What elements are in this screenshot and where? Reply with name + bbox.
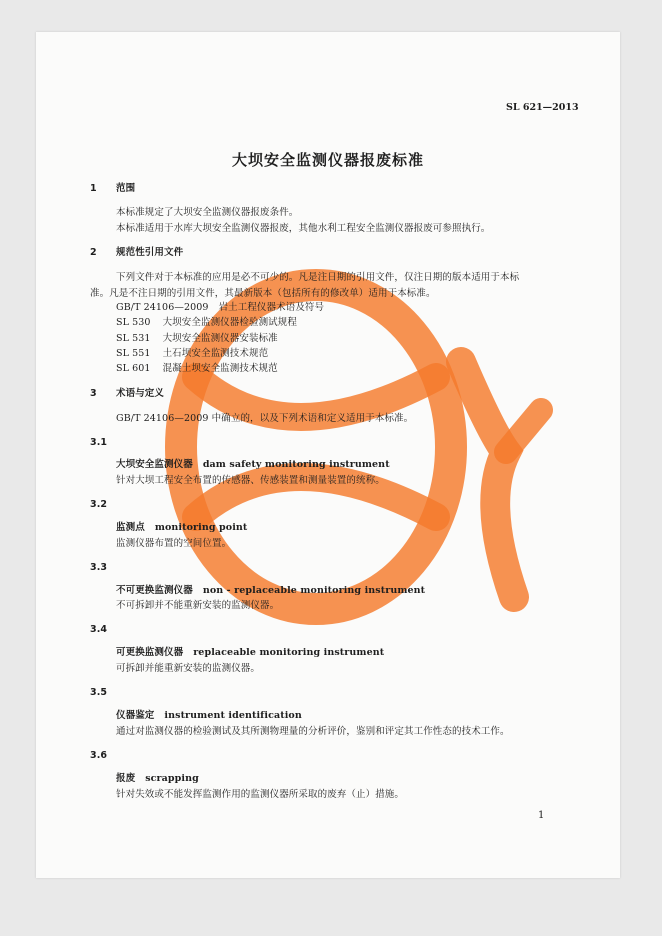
section-heading-1: 1 范围 — [90, 183, 136, 194]
section-heading-2: 2 规范性引用文件 — [90, 247, 184, 258]
reference-item: GB/T 24106—2009 岩土工程仪器术语及符号 — [116, 302, 325, 313]
normrefs-intro: 准。凡是不注日期的引用文件，其最新版本（包括所有的修改单）适用于本标准。 — [90, 288, 436, 299]
term-heading: 报废 scrapping — [116, 773, 199, 784]
term-definition: 可拆卸并能重新安装的监测仪器。 — [116, 663, 261, 674]
term-definition: 通过对监测仪器的检验测试及其所测物理量的分析评价，鉴别和评定其工作性态的技术工作。 — [116, 726, 510, 737]
reference-item: SL 530 大坝安全监测仪器检验测试规程 — [116, 317, 297, 328]
term-definition: 不可拆卸并不能重新安装的监测仪器。 — [116, 600, 280, 611]
term-number: 3.4 — [90, 624, 108, 635]
term-number: 3.1 — [90, 437, 108, 448]
term-heading: 不可更换监测仪器 non - replaceable monitoring instrument — [116, 585, 426, 596]
reference-item: SL 531 大坝安全监测仪器安装标准 — [116, 333, 278, 344]
scope-paragraph: 本标准规定了大坝安全监测仪器报废条件。 — [116, 207, 299, 218]
term-number: 3.2 — [90, 499, 108, 510]
reference-item: SL 551 土石坝安全监测技术规范 — [116, 348, 269, 359]
term-definition: 针对失效或不能发挥监测作用的监测仪器所采取的废弃（止）措施。 — [116, 789, 405, 800]
scope-paragraph: 本标准适用于水库大坝安全监测仪器报废，其他水利工程安全监测仪器报废可参照执行。 — [116, 223, 491, 234]
section-heading-3: 3 术语与定义 — [90, 388, 165, 399]
term-number: 3.3 — [90, 562, 108, 573]
term-number: 3.6 — [90, 750, 108, 761]
term-definition: 针对大坝工程安全布置的传感器、传感装置和测量装置的统称。 — [116, 475, 385, 486]
term-heading: 可更换监测仪器 replaceable monitoring instrument — [116, 647, 385, 658]
term-heading: 大坝安全监测仪器 dam safety monitoring instrument — [116, 459, 390, 470]
page-number: 1 — [538, 810, 545, 821]
term-heading: 监测点 monitoring point — [116, 522, 248, 533]
reference-item: SL 601 混凝土坝安全监测技术规范 — [116, 363, 278, 374]
terms-intro: GB/T 24106—2009 中确立的，以及下列术语和定义适用于本标准。 — [116, 413, 414, 424]
page-title: 大坝安全监测仪器报废标准 — [231, 151, 424, 169]
term-definition: 监测仪器布置的空间位置。 — [116, 538, 232, 549]
normrefs-intro: 下列文件对于本标准的应用是必不可少的。凡是注日期的引用文件，仅注日期的版本适用于本标 — [116, 272, 520, 283]
term-heading: 仪器鉴定 instrument identification — [116, 710, 302, 721]
standard-code: SL 621—2013 — [506, 102, 579, 113]
document-page — [36, 32, 620, 878]
term-number: 3.5 — [90, 687, 108, 698]
